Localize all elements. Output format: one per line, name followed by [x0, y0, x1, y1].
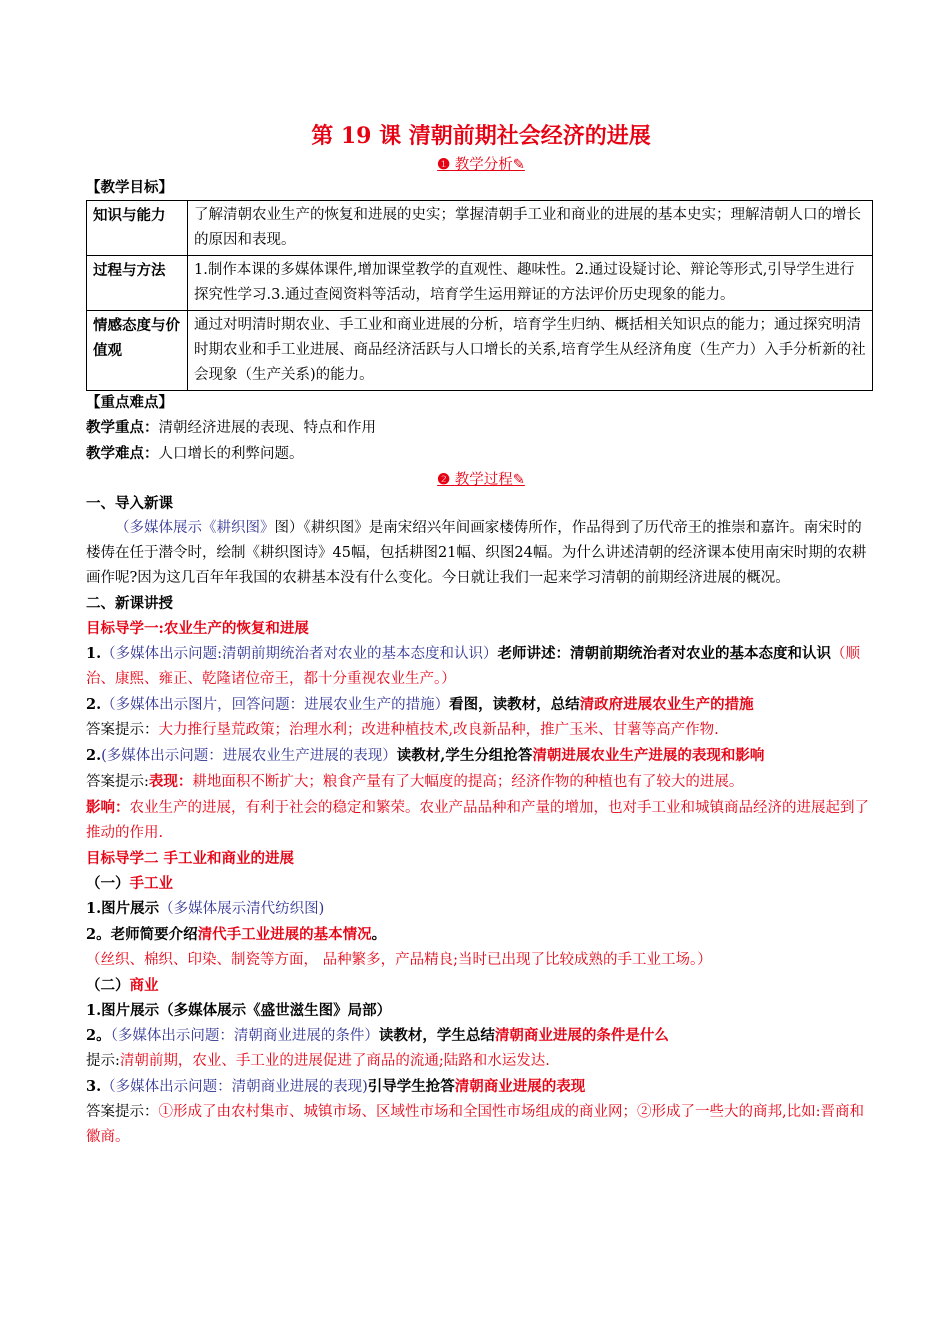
- item-bold: 2。老师简要介绍: [86, 926, 198, 943]
- table-row: [87, 201, 873, 256]
- teaching-analysis-heading: [86, 154, 876, 176]
- item-red: 清代手工业进展的基本情况: [197, 926, 372, 943]
- page-title: 第 19 课 清朝前期社会经济的进展: [311, 123, 651, 149]
- commerce-item2: [86, 1023, 876, 1049]
- circled-one-icon: ❶: [437, 156, 451, 173]
- item-number: 2.: [86, 696, 102, 713]
- craft-detail: （丝织、棉织、印染、制瓷等方面， 品种繁多，产品精良;当时已出现了比较成熟的手工业工场。）: [86, 952, 712, 968]
- craft-item2: [86, 922, 876, 948]
- goal1-item2-answer: [86, 718, 876, 743]
- circled-two-icon: ❷: [437, 471, 451, 488]
- teaching-goals-label: 【教学目标】: [86, 179, 173, 196]
- answer-text: ①形成了由农村集市、城镇市场、区域性市场和全国性市场组成的商业网；②形成了一些大的商邦,比如:晋商和徽商。: [86, 1104, 864, 1145]
- effect-label: 表现：: [148, 773, 193, 790]
- goal-text: 1.制作本课的多媒体课件,增加课堂教学的直观性、趣味性。2.通过设疑讨论、辩论等形式,引导学生进行探究性学习.3.通过查阅资料等活动，培育学生运用辩证的方法评价历史现象的能力。: [188, 256, 873, 311]
- item-bold: 1.图片展示: [86, 900, 160, 917]
- item-blue-2: 前期统治者对农业的基本态度和认识: [251, 646, 484, 662]
- answer-label: 答案提示:: [86, 774, 149, 790]
- goal1-item1: [86, 641, 876, 692]
- answer-text: 大力推行垦荒政策；治理水利；改进种植技术,改良新品种，推广玉米、甘薯等高产作物.: [158, 722, 719, 738]
- commerce-item1: 1.图片展示（多媒体展示《盛世滋生图》局部）: [86, 1002, 392, 1019]
- key-point-text: 清朝经济进展的表现、特点和作用: [158, 420, 376, 436]
- answer-label: 答案提示：: [86, 722, 159, 738]
- goal1-item3: [86, 743, 876, 769]
- key-points-label: 【重点难点】: [86, 394, 173, 411]
- goal1-item2: [86, 692, 876, 718]
- commerce-heading: [86, 973, 876, 998]
- goal1-item3-impact: [86, 795, 876, 846]
- key-point-label: 教学重点：: [86, 419, 159, 436]
- craft-heading-num: （一）: [86, 875, 130, 892]
- item-red: （顺治、康熙、雍正、乾隆诸位帝王，都十分重视农业生产。）: [86, 646, 861, 687]
- commerce-item3: [86, 1074, 876, 1100]
- craft-heading: [86, 871, 876, 896]
- goal-text: 通过对明清时期农业、手工业和商业进展的分析，培育学生归纳、概括相关知识点的能力；通过探究明清时期农业和手工业进展、商品经济活跃与人口增长的关系,培育学生从经济角度（生产力）入手分析新的社会现象（生产关系)的能力。: [188, 311, 873, 391]
- document-page: [86, 120, 876, 1150]
- commerce-item3-answer: [86, 1100, 876, 1150]
- item-tail: 。: [371, 926, 387, 943]
- item-bold: 读教材，学生总结: [378, 1027, 495, 1044]
- key-point: [86, 415, 876, 441]
- difficulty: [86, 441, 876, 467]
- hint-label: 提示:: [86, 1053, 120, 1069]
- item-red: 清朝进展农业生产进展的表现和影响: [532, 747, 765, 764]
- hint-text: 清朝前期，农业、手工业的进展促进了商品的流通;陆路和水运发达.: [119, 1053, 550, 1069]
- table-row: [87, 311, 873, 391]
- item-blue: （多媒体出示问题:清朝: [101, 646, 252, 662]
- item-bold: 看图，读教材，总结: [449, 696, 580, 713]
- intro-blue: （多媒体展示《耕织图》: [115, 520, 275, 536]
- item-blue: （多媒体展示清代纺织图): [159, 901, 325, 917]
- item-red: 清政府进展农业生产的措施: [579, 696, 754, 713]
- item-bold: 引导学生抢答: [367, 1078, 455, 1095]
- teaching-goals-table: [86, 200, 873, 391]
- craft-heading-text: 手工业: [129, 875, 173, 892]
- commerce-heading-num: （二）: [86, 977, 130, 994]
- intro-paragraph: [86, 516, 876, 591]
- lecture-heading: 二、新课讲授: [86, 595, 173, 612]
- answer-label: 答案提示：: [86, 1104, 159, 1120]
- item-red: 清朝商业进展的条件是什么: [494, 1027, 669, 1044]
- commerce-heading-text: 商业: [129, 977, 159, 994]
- goal1-item3-effect: [86, 769, 876, 795]
- goal2-heading: 目标导学二 手工业和商业的进展: [86, 850, 295, 867]
- table-row: [87, 256, 873, 311]
- effect-text: 耕地面积不断扩大；粮食产量有了大幅度的提高；经济作物的种植也有了较大的进展。: [192, 774, 744, 790]
- item-number: 2.: [86, 747, 102, 764]
- item-number: 2。: [86, 1027, 111, 1044]
- item-blue: （多媒体出示问题：清朝商业进展的条件）: [110, 1028, 379, 1044]
- teaching-analysis-label: 教学分析✎: [454, 157, 525, 173]
- goal1-heading: 目标导学一:农业生产的恢复和进展: [86, 620, 309, 637]
- teaching-process-heading: [86, 469, 876, 491]
- item-bold: 老师讲述：清朝前期统治者对农业的基本态度和认识: [497, 645, 832, 662]
- goal-text: 了解清朝农业生产的恢复和进展的史实；掌握清朝手工业和商业的进展的基本史实；理解清朝人口的增长的原因和表现。: [188, 201, 873, 256]
- impact-label: 影响：: [86, 799, 130, 816]
- goal-key: 过程与方法: [87, 256, 188, 311]
- item-blue: （多媒体出示问题：清朝商业进展的表现): [101, 1079, 368, 1095]
- item-bold: 读教材,学生分组抢答: [396, 747, 533, 764]
- difficulty-text: 人口增长的利弊问题。: [158, 446, 304, 462]
- item-blue: （多媒体出示图片，回答问题：进展农业生产的措施）: [101, 697, 450, 713]
- goal-key: 知识与能力: [87, 201, 188, 256]
- item-blue-3: ）: [483, 646, 498, 662]
- goal-key: 情感态度与价值观: [87, 311, 188, 391]
- commerce-item2-hint: [86, 1049, 876, 1074]
- intro-heading: 一、导入新课: [86, 495, 173, 512]
- intro-text: 图）《耕织图》是南宋绍兴年间画家楼俦所作，作品得到了历代帝王的推崇和嘉许。南宋时的楼俦在任于潜令时，绘制《耕织图诗》45幅，包括耕图21幅、织图24幅。为什么讲述清朝的经济课本使用南宋时期的农耕画作呢?因为这几百年年我国的农耕基本没有什么变化。今日就让我们一起来学习清朝的前期经济进展的概况。: [86, 520, 867, 586]
- craft-item1: [86, 896, 876, 922]
- impact-text: 农业生产的进展，有利于社会的稳定和繁荣。农业产品品种和产量的增加，也对手工业和城镇商品经济的进展起到了推动的作用.: [86, 800, 869, 841]
- difficulty-label: 教学难点：: [86, 445, 159, 462]
- item-blue: (多媒体出示问题：进展农业生产进展的表现）: [101, 748, 397, 764]
- teaching-process-label: 教学过程✎: [454, 472, 525, 488]
- item-red: 清朝商业进展的表现: [454, 1078, 586, 1095]
- item-number: 1.: [86, 645, 102, 662]
- item-number: 3.: [86, 1078, 102, 1095]
